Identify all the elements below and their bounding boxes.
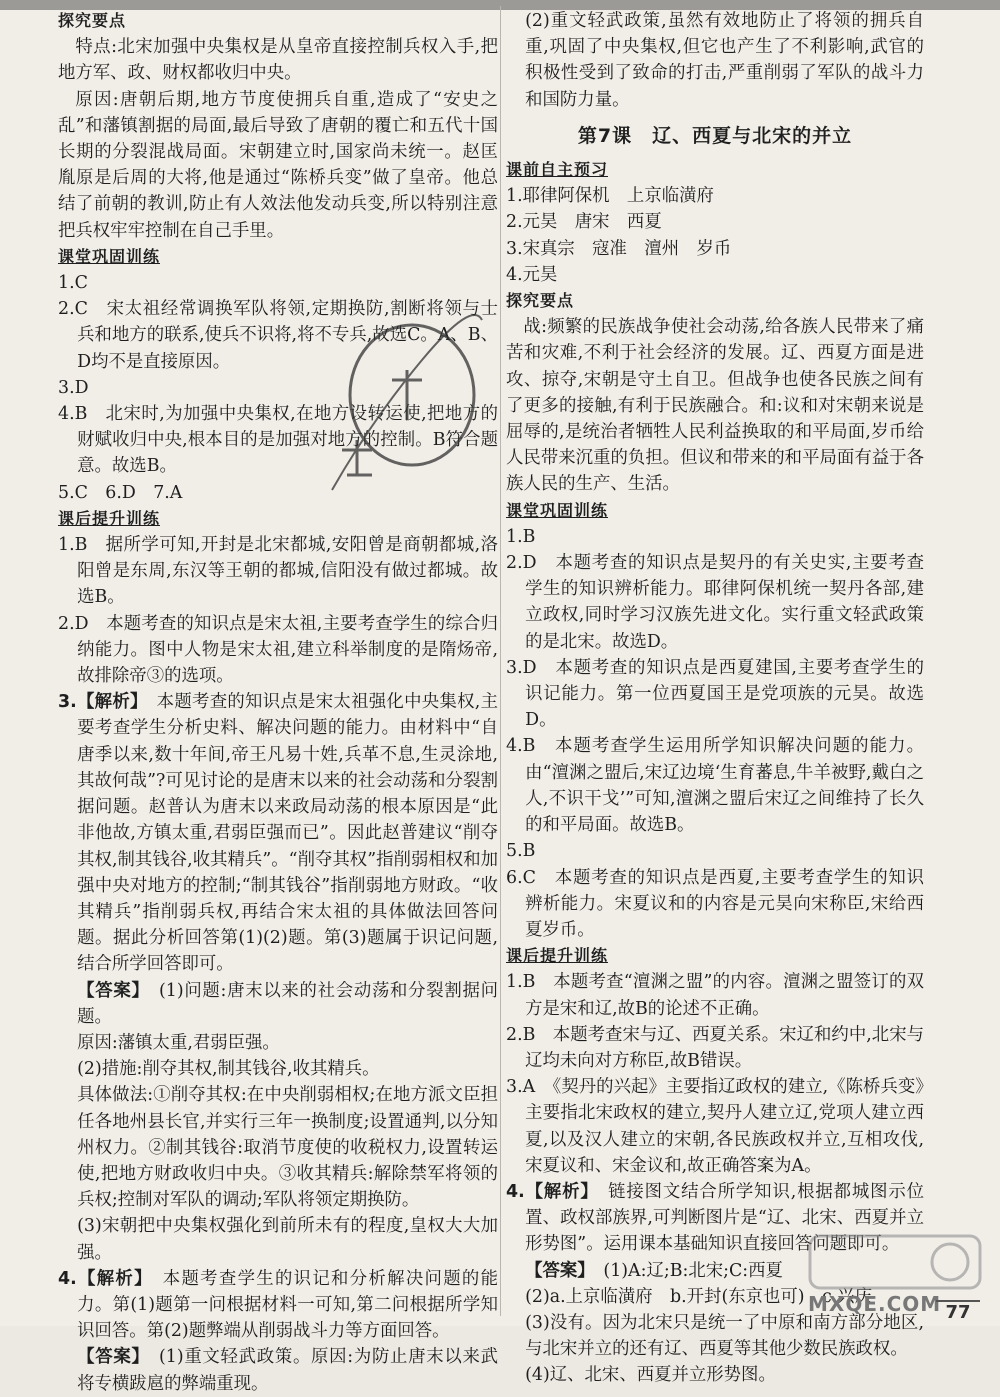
answer-item: 1.B 据所学可知,开封是北宋都城,安阳曾是商朝都城,洛阳曾是东周,东汉等王朝的都城,信阳没有做过都城。故选B。	[58, 535, 498, 608]
analysis-tag: 4.【解析】	[506, 1181, 590, 1202]
analysis-tag: 4.【解析】	[58, 1268, 145, 1289]
page-number: 77	[936, 1300, 980, 1328]
answer-item: 2.B 本题考查宋与辽、西夏关系。宋辽和约中,北宋与辽均未向对方称臣,故B错误。	[506, 1024, 924, 1071]
answer-item: 3.宋真宗 寇准 澶州 岁币	[506, 238, 732, 259]
answer-item: 6.C 本题考查的知识点是西夏,主要考查学生的知识辨析能力。宋夏议和的内容是元昊向宋称臣,宋给西夏岁币。	[506, 867, 924, 940]
paragraph: 原因:唐朝后期,地方节度使拥兵自重,造成了“安史之乱”和藩镇割据的局面,最后导致了唐朝的覆亡和五代十国长期的分裂混战局面。宋朝建立时,国家尚未统一。赵匡胤原是后周的大将,他是通过“陈桥兵变”做了皇帝。他总结了前朝的教训,防止有人效法他发动兵变,所以特别注意把兵权牢牢控制在自己手里。	[58, 89, 498, 241]
answer-item: 2.D 本题考查的知识点是契丹的有关史实,主要考查学生的知识辨析能力。耶律阿保机统一契丹各部,建立政权,同时学习汉族先进文化。实行重文轻武政策的是北宋。故选D。	[506, 553, 924, 652]
answer-item: 2.D 本题考查的知识点是宋太祖,主要考查学生的综合归纳能力。图中人物是宋太祖,建立科举制度的是隋炀帝,故排除帝③的选项。	[58, 613, 498, 687]
answer-line: 原因:藩镇太重,君弱臣强。	[77, 1032, 280, 1053]
answer-item: 1.C	[58, 273, 88, 294]
answer-line: (3)没有。因为北宋只是统一了中原和南方部分地区,与北宋并立的还有辽、西夏等其他少数民族政权。	[525, 1312, 924, 1360]
analysis-text: 本题考查学生的识记和分析解决问题的能力。第(1)题第一问根据材料一可知,第二问根据所学知识回答。第(2)题弊端从削弱战斗力等方面回答。	[77, 1268, 498, 1342]
answer-item: 1.B	[506, 526, 536, 547]
lesson-title: 第7课 辽、西夏与北宋的并立	[577, 124, 853, 147]
analysis-tag: 3.【解析】	[58, 692, 139, 713]
answer-tag: 【答案】	[525, 1260, 586, 1281]
answer-item: 4.B 本题考查学生运用所学知识解决问题的能力。由“澶渊之盟后,宋辽边境‘生育蕃息,牛羊被野,戴白之人,不识干戈’”可知,澶渊之盟后宋辽之间维持了长久的和平局面。故选B。	[506, 736, 924, 836]
answer-item: 3.A 《契丹的兴起》主要指辽政权的建立,《陈桥兵变》主要指北宋政权的建立,契丹人建立辽,党项人建立西夏,以及汉人建立的宋朝,各民族政权并立,互相攻伐,宋夏议和、宋金议和,故正确答案为A。	[506, 1077, 924, 1176]
section-heading: 课后提升训练	[58, 508, 161, 528]
section-heading: 探究要点	[506, 291, 575, 311]
answer-item: 3.D	[58, 377, 89, 398]
answer-item: 1.B 本题考查“澶渊之盟”的内容。澶渊之盟签订的双方是宋和辽,故B的论述不正确。	[506, 972, 924, 1019]
answer-item: 1.耶律阿保机 上京临潢府	[506, 186, 714, 207]
section-heading: 课堂巩固训练	[506, 500, 609, 520]
answer-line: 具体做法:①削夺其权:在中央削弱相权;在地方派文臣担任各地州县长官,并实行三年一换制度;设置通判,以分知州权力。②制其钱谷:取消节度使的收税权力,设置转运使,把地方财政收归中央。③收其精兵:解除禁军将领的兵权;控制对军队的调动;军队将领定期换防。	[77, 1085, 498, 1211]
analysis-text: 链接图文结合所学知识,根据都城图示位置、政权部族界,可判断图片是“辽、北宋、西夏并立形势图”。运用课本基础知识直接回答问题即可。	[525, 1181, 924, 1255]
answer-text: (1)A:辽;B:北宋;C:西夏	[603, 1260, 783, 1281]
answer-item: 5.B	[506, 841, 536, 862]
right-column	[506, 8, 924, 1389]
answer-item: 3.D 本题考查的知识点是西夏建国,主要考查学生的识记能力。第一位西夏国王是党项族的元昊。故选D。	[506, 657, 924, 731]
answer-tag: 【答案】	[77, 980, 141, 1001]
answer-text: (1)重文轻武政策。原因:为防止唐末以来武将专横跋扈的弊端重现。	[77, 1347, 498, 1394]
answer-line	[58, 1344, 498, 1396]
section-heading: 课后提升训练	[506, 946, 609, 966]
handwritten-stamp	[312, 300, 492, 520]
answer-line	[58, 978, 498, 1030]
column-divider	[500, 6, 501, 1316]
section-heading: 课堂巩固训练	[58, 246, 161, 266]
analysis-text: 本题考查的知识点是宋太祖强化中央集权,主要考查学生分析史料、解决问题的能力。由材料中“自唐季以来,数十年间,帝王凡易十姓,兵革不息,生灵涂地,其故何哉”?可见讨论的是唐末以来的社会动荡和分裂割据问题。赵普认为唐末以来政局动荡的根本原因是“此非他故,方镇太重,君弱臣强而已”。因此赵普建议“削夺其权,制其钱谷,收其精兵”。“削夺其权”指削弱相权和加强中央对地方的控制;“制其钱谷”指削弱地方财政。“收其精兵”指削弱兵权,再结合宋太祖的具体做法回答问题。据此分析回答第(1)(2)题。第(3)题属于识记问题,结合所学回答即可。	[77, 692, 498, 975]
answer-item: 2.C 宋太祖经常调换军队将领,定期换防,割断将领与士兵和地方的联系,使兵不识将,将不专兵,故选C。A、B、D均不是直接原因。	[58, 299, 498, 372]
paragraph: 特点:北宋加强中央集权是从皇帝直接控制兵权入手,把地方军、政、财权都收归中央。	[58, 37, 498, 84]
answer-tag: 【答案】	[77, 1347, 141, 1368]
answer-line: (2)a.上京临潢府 b.开封(东京也可) c.兴庆	[525, 1286, 873, 1307]
section-heading: 探究要点	[58, 11, 127, 30]
answer-item	[58, 689, 498, 977]
watermark-text: MXQE.COM	[808, 1292, 942, 1316]
answer-item: 4.B 北宋时,为加强中央集权,在地方设转运使,把地方的财赋收归中央,根本目的是加强对地方的控制。B符合题意。故选B。	[58, 404, 498, 477]
answer-item: 4.元昊	[506, 264, 558, 285]
answer-text: (1)问题:唐末以来的社会动荡和分裂割据问题。	[77, 980, 498, 1027]
paragraph: 战:频繁的民族战争使社会动荡,给各族人民带来了痛苦和灾难,不利于社会经济的发展。辽、西夏方面是进攻、掠夺,宋朝是守土自卫。但战争也使各民族之间有了更多的接触,有利于民族融合。和:议和对宋朝来说是屈辱的,是统治者牺牲人民利益换取的和平局面,岁币给人民带来沉重的负担。但议和带来的和平局面有益于各族人民的生产、生活。	[506, 317, 924, 495]
answer-item: 2.元昊 唐宋 西夏	[506, 212, 662, 233]
left-column	[58, 8, 498, 1397]
paragraph: (2)重文轻武政策,虽然有效地防止了将领的拥兵自重,巩固了中央集权,但它也产生了不利影响,武官的积极性受到了致命的打击,严重削弱了军队的战斗力和国防力量。	[525, 11, 924, 110]
answer-line: (2)措施:削夺其权,制其钱谷,收其精兵。	[77, 1059, 380, 1080]
answer-item: 5.C 6.D 7.A	[58, 482, 183, 503]
answer-line: (3)宋朝把中央集权强化到前所未有的程度,皇权大大加强。	[77, 1216, 498, 1263]
answer-item	[58, 1266, 498, 1345]
answer-line: (4)辽、北宋、西夏并立形势图。	[525, 1365, 776, 1386]
section-heading: 课前自主预习	[506, 160, 609, 180]
